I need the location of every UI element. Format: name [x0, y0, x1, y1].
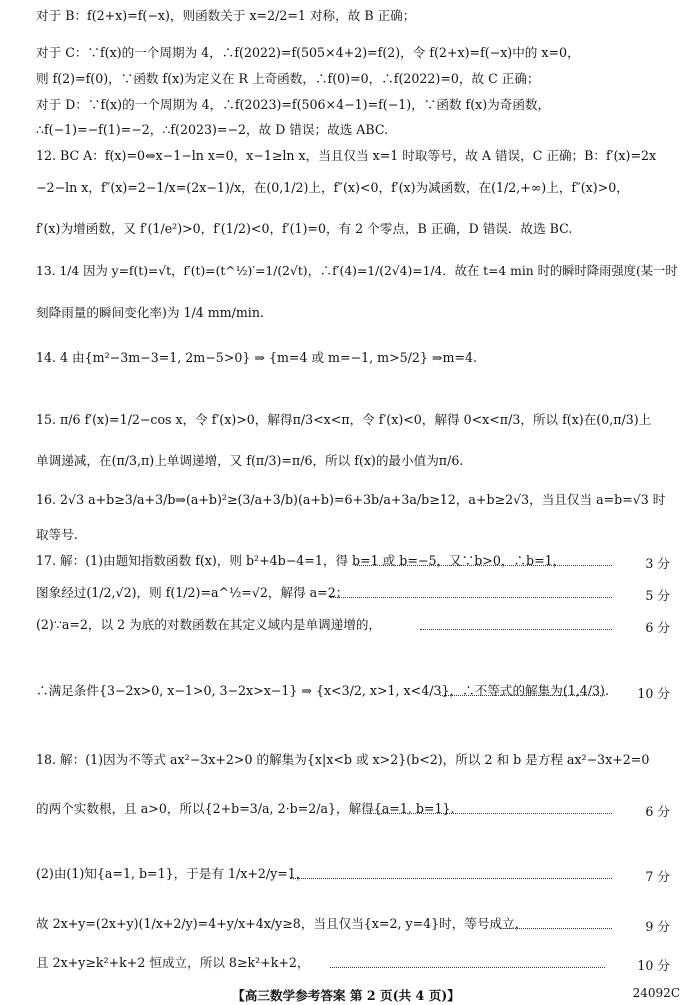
answer-line: 对于 B：f(2+x)=f(−x)，则函数关于 x=2/2=1 对称，故 B 正确；: [36, 8, 416, 23]
answer-line: 13. 1/4 因为 y=f(t)=√t，f′(t)=(t^½)′=1/(2√t)，∴f′(4)=1/(2√4)=1/4．故在 t=4 min 时的瞬时降雨强度(某一时: [36, 264, 678, 278]
answer-line: 对于 D：∵f(x)的一个周期为 4，∴f(2023)=f(506×4−1)=f(−1)，∵函数 f(x)为奇函数，: [36, 97, 551, 112]
score-points: 10 分: [637, 958, 670, 973]
answer-line: 单调递减，在(π/3,π)上单调递增，又 f(π/3)=π/6，所以 f(x)的最小值为π/6.: [36, 453, 464, 468]
answer-line: 故 2x+y=(2x+y)(1/x+2/y)=4+y/x+4x/y≥8，当且仅当{x=2, y=4}时，等号成立，: [36, 916, 528, 931]
score-points: 6 分: [645, 804, 670, 819]
answer-line: (2)∵a=2，以 2 为底的对数函数在其定义域内是单调递增的，: [36, 617, 382, 632]
score-points: 5 分: [645, 588, 670, 603]
score-points: 6 分: [645, 620, 670, 635]
answer-line: 18. 解：(1)因为不等式 ax²−3x+2>0 的解集为{x|x<b 或 x>2}(b<2)，所以 2 和 b 是方程 ax²−3x+2=0: [36, 752, 650, 767]
score-points: 10 分: [637, 686, 670, 701]
answer-line: 15. π/6 f′(x)=1/2−cos x，令 f′(x)>0，解得π/3<x<π，令 f′(x)<0，解得 0<x<π/3，所以 f(x)在(0,π/3)上: [36, 412, 652, 427]
score-leader-dots: [290, 878, 612, 879]
score-leader-dots: [440, 695, 605, 696]
score-leader-dots: [420, 629, 612, 630]
score-leader-dots: [330, 967, 605, 968]
score-points: 7 分: [645, 869, 670, 884]
answer-line: 16. 2√3 a+b≥3/a+3/b⇒(a+b)²≥(3/a+3/b)(a+b)=6+3b/a+3a/b≥12，a+b≥2√3，当且仅当 a=b=√3 时: [36, 492, 666, 507]
answer-line: 且 2x+y≥k²+k+2 恒成立，所以 8≥k²+k+2，: [36, 955, 310, 970]
answer-line: 14. 4 由{m²−3m−3=1, 2m−5>0} ⇒ {m=4 或 m=−1, m>5/2} ⇒m=4.: [36, 350, 477, 365]
score-leader-dots: [330, 597, 612, 598]
score-leader-dots: [365, 813, 612, 814]
answer-line: 的两个实数根，且 a>0，所以{2+b=3/a, 2·b=2/a}，解得{a=1, b=1}.: [36, 801, 455, 816]
answer-line: f′(x)为增函数，又 f′(1/e²)>0，f′(1/2)<0，f′(1)=0，有 2 个零点，B 正确，D 错误．故选 BC.: [36, 221, 573, 236]
answer-line: (2)由(1)知{a=1, b=1}，于是有 1/x+2/y=1，: [36, 866, 309, 881]
score-points: 9 分: [645, 919, 670, 934]
answer-line: 对于 C：∵f(x)的一个周期为 4，∴f(2022)=f(505×4+2)=f(2)，令 f(2+x)=f(−x)中的 x=0，: [36, 45, 580, 60]
document-code: 24092C: [632, 986, 680, 1000]
answer-line: 刻降雨量的瞬间变化率)为 1/4 mm/min.: [36, 305, 264, 320]
answer-line: 取等号.: [36, 527, 78, 542]
answer-line: 17. 解：(1)由题知指数函数 f(x)，则 b²+4b−4=1，得 b=1 或 b=−5，又∵b>0，∴b=1，: [36, 553, 566, 568]
score-leader-dots: [355, 565, 612, 566]
page-footer: 【高三数学参考答案 第 2 页(共 4 页)】: [232, 988, 460, 1003]
answer-line: 则 f(2)=f(0)，∵函数 f(x)为定义在 R 上奇函数，∴f(0)=0，∴f(2022)=0，故 C 正确；: [36, 71, 540, 86]
answer-line: −2−ln x，f″(x)=2−1/x=(2x−1)/x，在(0,1/2)上，f″(x)<0，f′(x)为减函数，在(1/2,+∞)上，f″(x)>0，: [36, 180, 629, 195]
score-leader-dots: [500, 928, 612, 929]
score-points: 3 分: [645, 556, 670, 571]
answer-line: ∴f(−1)=−f(1)=−2，∴f(2023)=−2，故 D 错误；故选 ABC.: [36, 122, 389, 137]
answer-line: ∴满足条件{3−2x>0, x−1>0, 3−2x>x−1} ⇒ {x<3/2, x>1, x<4/3}，∴不等式的解集为(1,4/3).: [36, 683, 609, 698]
answer-line: 图象经过(1/2,√2)，则 f(1/2)=a^½=√2，解得 a=2；: [36, 585, 349, 600]
answer-line: 12. BC A：f(x)=0⇔x−1−ln x=0，x−1≥ln x，当且仅当 x=1 时取等号，故 A 错误，C 正确；B：f′(x)=2x: [36, 148, 657, 163]
